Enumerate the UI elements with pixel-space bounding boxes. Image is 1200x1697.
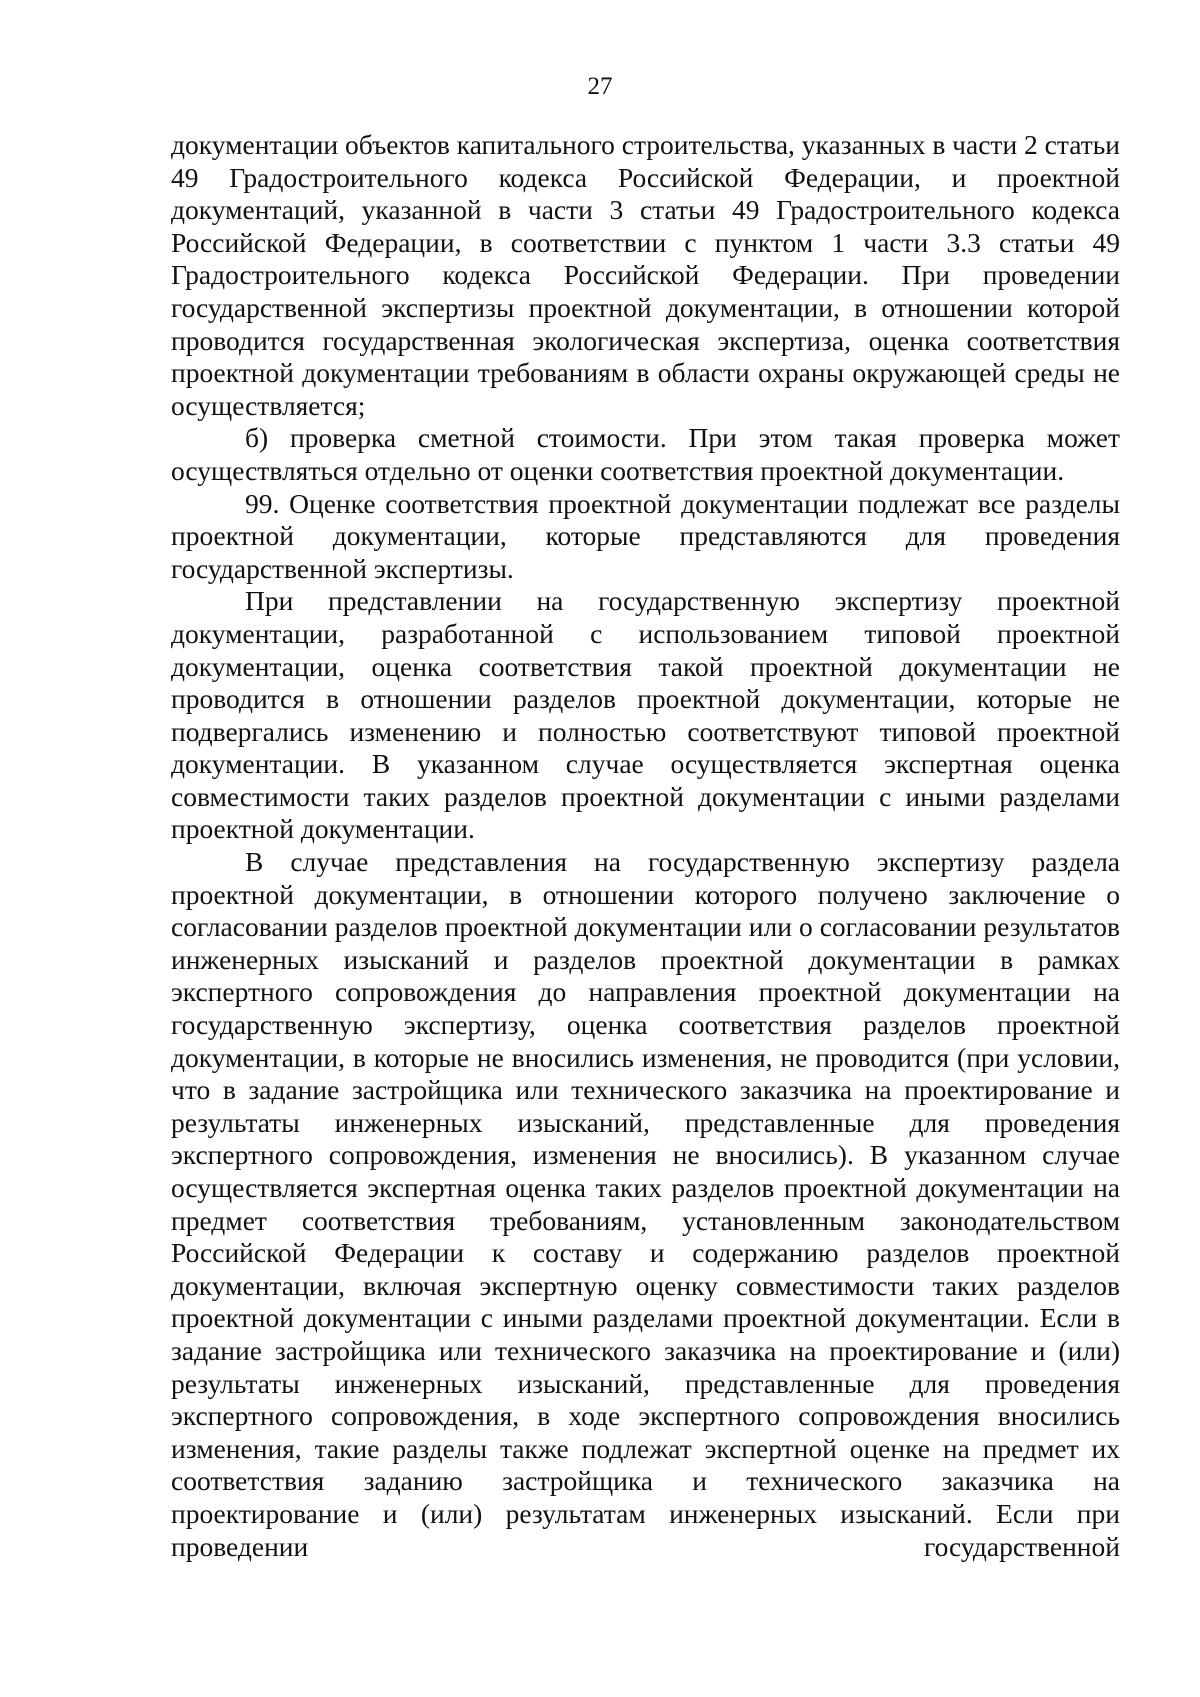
document-body [171, 129, 1120, 1563]
paragraph-typical-documentation: При представлении на государственную экспертизу проектной документации, разработанной с использованием типовой проектной документации, оценка соответствия такой проектной документации не проводится в отношении разделов проектной документации, которые не подвергались изменению и полностью соответствуют типовой проектной документации. В указанном случае осуществляется экспертная оценка совместимости таких разделов проектной документации с иными разделами проектной документации. [171, 585, 1120, 845]
paragraph-expert-support: В случае представления на государственную экспертизу раздела проектной документации, в отношении которого получено заключение о согласовании разделов проектной документации или о согласовании результатов инженерных изысканий и разделов проектной документации в рамках экспертного сопровождения до направления проектной документации на государственную экспертизу, оценка соответствия разделов проектной документации, в которые не вносились изменения, не проводится (при условии, что в задание застройщика или технического заказчика на проектирование и результаты инженерных изысканий, представленные для проведения экспертного сопровождения, изменения не вносились). В указанном случае осуществляется экспертная оценка таких разделов проектной документации на предмет соответствия требованиям, установленным законодательством Российской Федерации к составу и содержанию разделов проектной документации, включая экспертную оценку совместимости таких разделов проектной документации с иными разделами проектной документации. Если в задание застройщика или технического заказчика на проектирование и (или) результаты инженерных изысканий, представленные для проведения экспертного сопровождения, в ходе экспертного сопровождения вносились изменения, такие разделы также подлежат экспертной оценке на предмет их соответствия заданию застройщика и технического заказчика на проектирование и (или) результатам инженерных изысканий. Если при проведении государственной [171, 846, 1120, 1562]
paragraph-subitem-b: б) проверка сметной стоимости. При этом такая проверка может осуществляться отдельно от оценки соответствия проектной документации. [171, 422, 1120, 486]
page-number: 27 [587, 73, 613, 100]
paragraph-item-99: 99. Оценке соответствия проектной документации подлежат все разделы проектной документации, которые представляются для проведения государственной экспертизы. [171, 487, 1120, 584]
paragraph-continuation: документации объектов капитального строительства, указанных в части 2 статьи 49 Градостроительного кодекса Российской Федерации, и проектной документаций, указанной в части 3 статьи 49 Градостроительного кодекса Российской Федерации, в соответствии с пунктом 1 части 3.3 статьи 49 Градостроительного кодекса Российской Федерации. При проведении государственной экспертизы проектной документации, в отношении которой проводится государственная экологическая экспертиза, оценка соответствия проектной документации требованиям в области охраны окружающей среды не осуществляется; [171, 129, 1120, 421]
